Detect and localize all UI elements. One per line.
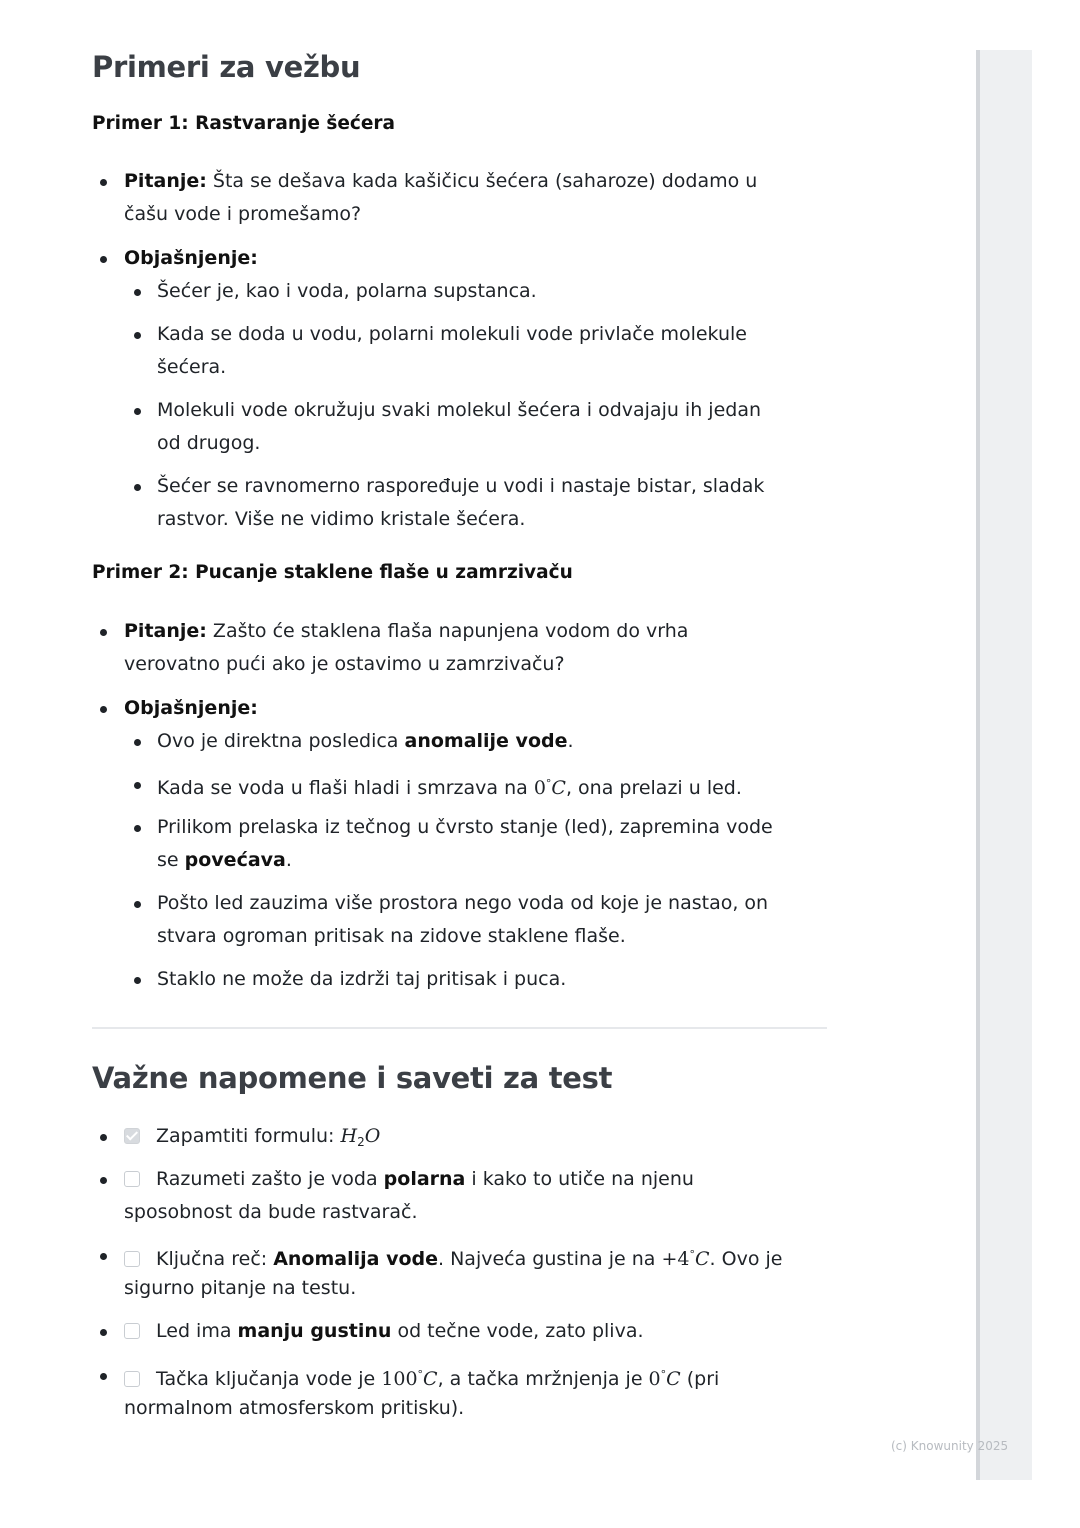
example-1-point-4-cont: rastvor. Više ne vidimo kristale šećera. [157, 508, 526, 530]
math-unit: C [695, 1248, 710, 1270]
example-1-point-3: Molekuli vode okružuju svaki molekul šećera i odvajaju ih jedan [157, 399, 762, 421]
checklist-item-5-cont: normalnom atmosferskom pritisku). [124, 1397, 465, 1419]
question-label: Pitanje: [124, 170, 207, 192]
text-segment: , a tačka mržnjenja je [437, 1368, 649, 1390]
example-1-point-1: Šećer je, kao i voda, polarna supstanca. [157, 280, 537, 302]
example-1-question-cont: čašu vode i promešamo? [124, 203, 362, 225]
bold-term: povećava [184, 849, 286, 871]
example-2-point-2 [157, 771, 742, 801]
example-2-question-cont: verovatno pući ako je ostavimo u zamrzivaču? [124, 653, 565, 675]
checkbox[interactable] [124, 1323, 140, 1339]
sub-bullet-dot [134, 408, 141, 415]
checklist-item-1 [124, 1123, 380, 1155]
text-segment: . [567, 730, 574, 752]
example-2-point-4: Pošto led zauzima više prostora nego voda od koje je nastao, on [157, 892, 769, 914]
example-1-point-3-cont: od drugog. [157, 432, 261, 454]
question-label: Pitanje: [124, 620, 207, 642]
text-segment: Tačka ključanja vode je [156, 1368, 382, 1390]
checkbox[interactable] [124, 1251, 140, 1267]
text-segment: od tečne vode, zato pliva. [391, 1320, 644, 1342]
text-segment: Ovo je direktna posledica [157, 730, 405, 752]
checklist-item-3-cont: sigurno pitanje na testu. [124, 1277, 357, 1299]
math-number: +4 [661, 1248, 690, 1270]
text-segment: . [285, 849, 292, 871]
text-segment: . Ovo je [709, 1248, 783, 1270]
example-2-point-5: Staklo ne može da izdrži taj pritisak i puca. [157, 968, 567, 990]
checkbox[interactable] [124, 1171, 140, 1187]
bullet-dot [100, 1134, 107, 1141]
example-1-point-4: Šećer se ravnomerno raspoređuje u vodi i nastaje bistar, sladak [157, 475, 765, 497]
bullet-dot [100, 1329, 107, 1336]
checklist-item-2-cont: sposobnost da bude rastvarač. [124, 1201, 418, 1223]
bullet-dot [100, 1253, 107, 1260]
text-segment: Razumeti zašto je voda [156, 1168, 384, 1190]
text-segment: i kako to utiče na njenu [465, 1168, 694, 1190]
checklist-item-4 [124, 1318, 644, 1344]
bold-term: polarna [383, 1168, 466, 1190]
example-2-question [124, 618, 688, 644]
text-segment: Zapamtiti formulu: [156, 1125, 341, 1147]
sub-bullet-dot [134, 289, 141, 296]
section-divider [92, 1027, 827, 1029]
formula-h: H [340, 1125, 358, 1147]
bold-term: anomalije vode [404, 730, 568, 752]
bold-term: manju gustinu [237, 1320, 392, 1342]
bullet-dot [100, 1177, 107, 1184]
question-text: Šta se dešava kada kašičicu šećera (saharoze) dodamo u [212, 170, 758, 192]
math-number: 100 [381, 1368, 418, 1390]
example-1-point-2: Kada se doda u vodu, polarni molekuli vode privlače molekule [157, 323, 747, 345]
example-2-point-3-cont [157, 847, 292, 873]
example-2-point-4-cont: stvara ogroman pritisak na zidove staklene flaše. [157, 925, 626, 947]
sub-bullet-dot [134, 484, 141, 491]
question-text: Zašto će staklena flaša napunjena vodom do vrha [212, 620, 689, 642]
copyright-footer: (c) Knowunity 2025 [891, 1439, 1009, 1453]
example-2-point-3: Prilikom prelaska iz tečnog u čvrsto stanje (led), zapremina vode [157, 816, 773, 838]
text-segment: . Najveća gustina je na [438, 1248, 662, 1270]
example-2-heading: Primer 2: Pucanje staklene flaše u zamrzivaču [92, 562, 573, 583]
section-title-practice: Primeri za vežbu [92, 50, 361, 84]
text-segment: , ona prelazi u led. [565, 777, 742, 799]
math-unit: C [551, 777, 566, 799]
sub-bullet-dot [134, 782, 141, 789]
degree-symbol: ° [417, 1368, 424, 1381]
example-1-explanation-label: Objašnjenje: [124, 247, 258, 269]
section-title-tips: Važne napomene i saveti za test [92, 1061, 613, 1095]
formula-o: O [364, 1125, 381, 1147]
degree-symbol: ° [660, 1368, 667, 1381]
side-panel [976, 50, 1032, 1480]
checklist-item-3 [124, 1242, 782, 1272]
bullet-dot [100, 179, 107, 186]
math-number: 0 [648, 1368, 661, 1390]
sub-bullet-dot [134, 332, 141, 339]
math-unit: C [666, 1368, 681, 1390]
example-1-point-2-cont: šećera. [157, 356, 227, 378]
text-segment: se [157, 849, 185, 871]
degree-symbol: ° [545, 777, 552, 790]
sub-bullet-dot [134, 901, 141, 908]
text-segment: Led ima [156, 1320, 238, 1342]
text-segment: (pri [680, 1368, 720, 1390]
bullet-dot [100, 629, 107, 636]
example-1-heading: Primer 1: Rastvaranje šećera [92, 113, 396, 134]
formula-subscript: 2 [357, 1135, 365, 1149]
sub-bullet-dot [134, 739, 141, 746]
bullet-dot [100, 1373, 107, 1380]
math-number: 0 [533, 777, 546, 799]
bold-term: Anomalija vode [273, 1248, 439, 1270]
degree-symbol: ° [689, 1248, 695, 1261]
bullet-dot [100, 706, 107, 713]
checklist-item-2 [124, 1166, 694, 1192]
math-unit: C [423, 1368, 438, 1390]
example-2-point-1 [157, 728, 574, 754]
sub-bullet-dot [134, 977, 141, 984]
sub-bullet-dot [134, 825, 141, 832]
example-1-question [124, 168, 757, 194]
checklist-item-5 [124, 1362, 719, 1392]
example-2-explanation-label: Objašnjenje: [124, 697, 258, 719]
text-segment: Kada se voda u flaši hladi i smrzava na [157, 777, 534, 799]
checkbox-checked[interactable] [124, 1128, 140, 1144]
bullet-dot [100, 256, 107, 263]
checkbox[interactable] [124, 1371, 140, 1387]
text-segment: Ključna reč: [156, 1248, 274, 1270]
